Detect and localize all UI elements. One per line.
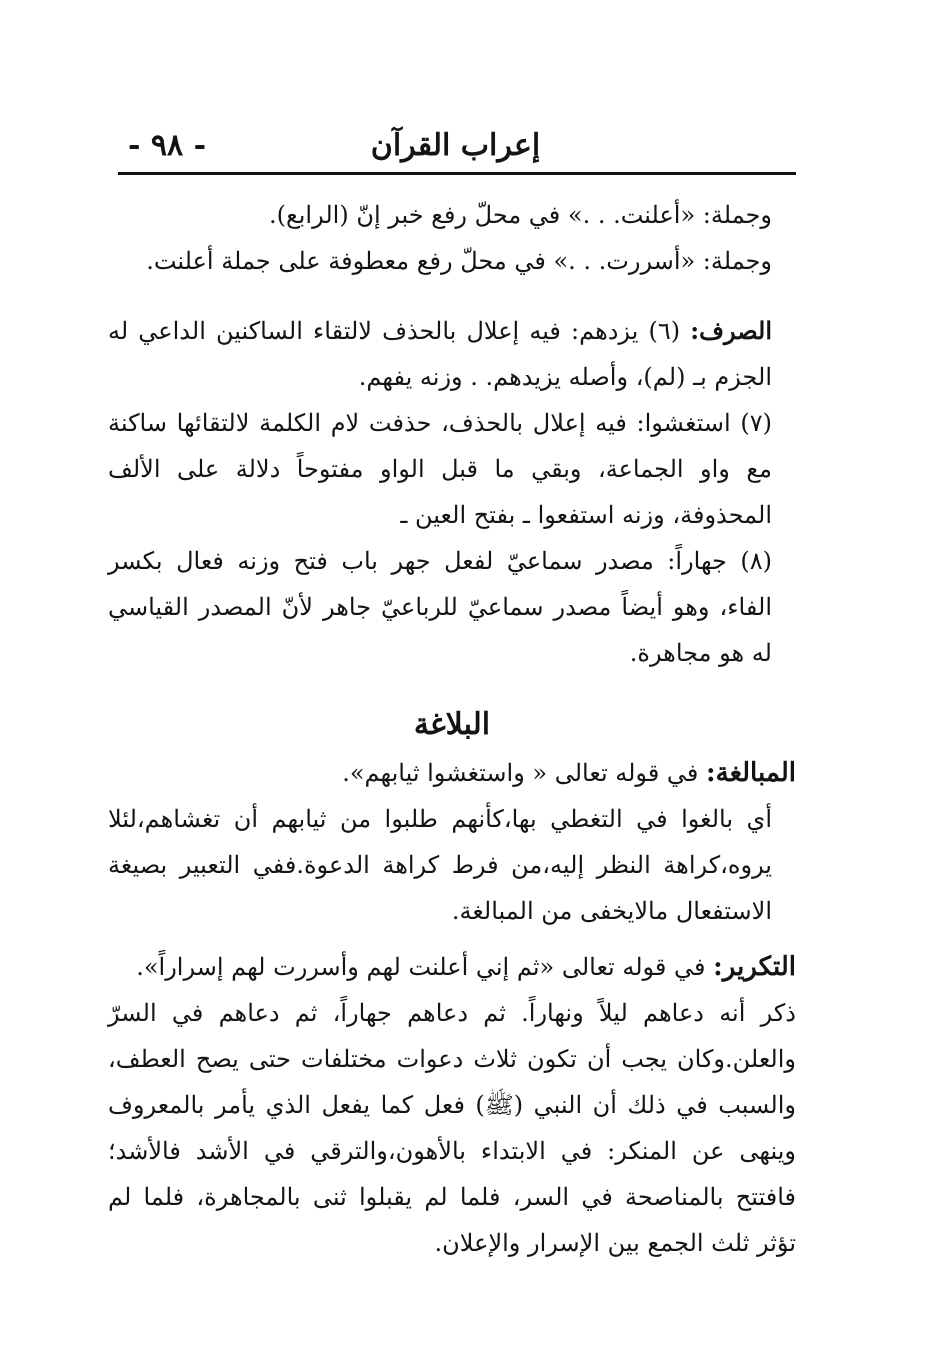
spacer: [108, 284, 796, 308]
takrir-intro: [108, 944, 796, 990]
running-title: إعراب القرآن: [370, 128, 541, 163]
mubalagha-verse: في قوله تعالى « واستغشوا ثيابهم».: [342, 759, 699, 787]
page-body: [108, 192, 796, 1266]
mubalagha-label: المبالغة:: [706, 758, 796, 788]
takrir-verse: في قوله تعالى «ثم إني أعلنت لهم وأسررت لهم إسراراً».: [136, 953, 706, 981]
sarf-item-6-text: (٦) يزدهم: فيه إعلال بالحذف لالتقاء الساكنين الداعي له الجزم بـ (لم)، وأصله يزيدهم. . وزنه يفهم.: [108, 317, 772, 391]
irab-line-2: وجملة: «أسررت. . .» في محلّ رفع معطوفة على جملة أعلنت.: [146, 247, 772, 275]
takrir-label: التكرير:: [713, 952, 796, 982]
spacer: [108, 934, 796, 944]
mubalagha-explanation: أي بالغوا في التغطي بها،كأنهم طلبوا من ثيابهم أن تغشاهم،لئلا يروه،كراهة النظر إليه،من فرط كراهة الدعوة.ففي التعبير بصيغة الاستفعال مالايخفى من المبالغة.: [108, 805, 772, 925]
sarf-item-7: (٧) استغشوا: فيه إعلال بالحذف، حذفت لام الكلمة لالتقائها ساكنة مع واو الجماعة، وبقي ما قبل الواو مفتوحاً دلالة على الألف المحذوفة، وزنه استفعوا ـ بفتح العين ـ: [108, 409, 772, 529]
takrir-explanation: ذكر أنه دعاهم ليلاً ونهاراً. ثم دعاهم جهاراً، ثم دعاهم في السرّ والعلن.وكان يجب أن تكون ثلاث دعوات مختلفات حتى يصح العطف، والسبب في ذلك أن النبي (ﷺ) فعل كما يفعل الذي يأمر بالمعروف وينهى عن المنكر: في الابتداء بالأهون،والترقي في الأشد فالأشد؛ فافتتح بالمناصحة في السر، فلما لم يقبلوا ثنى بالمجاهرة، فلما لم تؤثر ثلث الجمع بين الإسرار والإعلان.: [108, 999, 796, 1257]
header-rule: [118, 172, 796, 175]
mubalagha-intro: [108, 750, 796, 796]
balagha-heading: البلاغة: [413, 707, 491, 742]
sarf-item-6: [108, 308, 796, 400]
irab-line-1: وجملة: «أعلنت. . .» في محلّ رفع خبر إنّ (الرابع).: [268, 201, 772, 229]
sarf-item-8: (٨) جهاراً: مصدر سماعيّ لفعل جهر باب فتح وزنه فعال بكسر الفاء، وهو أيضاً مصدر سماعيّ للرباعيّ جاهر لأنّ المصدر القياسي له هو مجاهرة.: [108, 547, 773, 667]
page-number: - ٩٨ -: [128, 128, 207, 163]
page-header: [118, 128, 793, 164]
sarf-label: الصرف:: [690, 316, 772, 345]
